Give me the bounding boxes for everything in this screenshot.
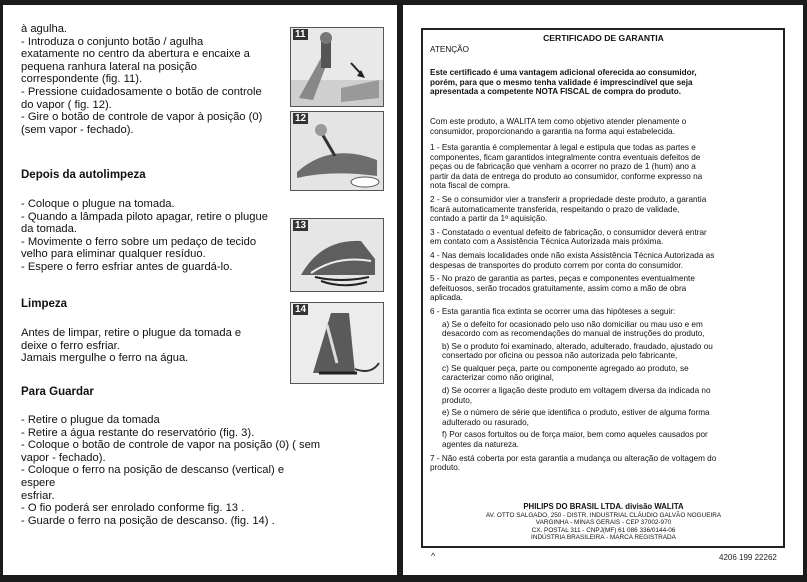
instruction-page — [3, 5, 397, 575]
text-line: desacordo com as recomendações do manual de instruções do produto, — [442, 329, 705, 339]
text-line: - Quando a lâmpada piloto apagar, retire o plugue — [21, 210, 268, 223]
notice-paragraph — [430, 68, 777, 97]
text-line: ficará automaticamente transferida, respeitando o prazo de validade, — [430, 204, 680, 214]
text-line: - Introduza o conjunto botão / agulha — [21, 35, 204, 48]
text-line: à agulha. — [21, 23, 68, 35]
clause-2 — [430, 195, 777, 224]
iron-rest-illustration — [291, 303, 383, 383]
text-line: 2 - Se o consumidor vier a transferir a propriedade deste produto, a garantia — [430, 194, 707, 204]
text-line: partir da data de entrega do produto ao consumidor, conforme expresso na — [430, 171, 703, 181]
text-line: consertado por oficina ou pessoa não autorizada pelo fabricante, — [442, 351, 678, 361]
text-line: 1 - Esta garantia é complementar à legal e estipula que todas as partes e — [430, 143, 696, 152]
figure-number: 11 — [295, 29, 306, 40]
text-line: componentes, ficam garantidos integralmente contra eventuais defeitos de — [430, 152, 701, 162]
clause-7 — [430, 454, 777, 473]
clause-6c — [430, 364, 777, 383]
clause-1 — [430, 143, 777, 191]
text-line: consumidor, proporcionando a garantia na forma aqui estabelecida. — [430, 126, 675, 136]
text-line: Este certificado é uma vantagem adicional oferecida ao consumidor, — [430, 68, 697, 77]
text-line: produto. — [430, 463, 461, 473]
intro-text — [21, 23, 296, 136]
corner-mark: ^ — [431, 551, 436, 561]
text-line: exatamente no centro da abertura e encaixe a — [21, 48, 250, 61]
section-heading-autolimpeza: Depois da autolimpeza — [21, 169, 146, 181]
warranty-clauses — [430, 143, 777, 473]
text-line: produto, — [442, 395, 473, 405]
text-line: - Espere o ferro esfriar antes de guardá-lo. — [21, 260, 233, 273]
attention-label: ATENÇÃO — [430, 45, 469, 54]
clause-6a — [430, 320, 777, 339]
clause-6e — [430, 408, 777, 427]
text-line: deixe o ferro esfriar. — [21, 339, 120, 352]
text-line: contado a partir da 1ª aquisição. — [430, 214, 548, 224]
text-line: - Retire o plugue da tomada — [21, 414, 160, 426]
text-line: - Movimente o ferro sobre um pedaço de tecido — [21, 235, 257, 248]
text-line: - Retire a água restante do reservatório (fig. 3). — [21, 426, 255, 439]
clause-6f — [430, 430, 777, 449]
text-line: 3 - Constatado o eventual defeito de fabricação, o consumidor deverá entrar — [430, 227, 707, 237]
warranty-page — [403, 5, 803, 575]
text-line: pequena ranhura lateral na posição — [21, 60, 198, 73]
figure-number: 12 — [295, 113, 307, 124]
clause-6d — [430, 386, 777, 405]
text-line: aplicada. — [430, 293, 463, 303]
part-number: 4206 199 22262 — [719, 553, 777, 562]
text-line: peças ou de fabricação que venham a ocorrer no prazo de 1 (hum) ano a — [430, 162, 696, 172]
text-line: VARGINHA - MINAS GERAIS - CEP 37002-970 — [535, 519, 672, 527]
text-line: Jamais mergulhe o ferro na água. — [21, 352, 189, 365]
text-line: 5 - No prazo de garantia as partes, peças e componentes eventualmente — [430, 274, 695, 284]
certificate-title: CERTIFICADO DE GARANTIA — [543, 33, 664, 43]
text-line: da tomada. — [21, 223, 77, 236]
text-line: f) Por casos fortuitos ou de força maior, bem como aqueles causados por — [442, 430, 708, 440]
figure-11 — [290, 27, 384, 107]
limpeza-text — [21, 327, 296, 365]
text-line: adulterado ou rasurado, — [442, 417, 529, 427]
text-line: 7 - Não está coberta por esta garantia a mudança ou alteração de voltagem do — [430, 453, 717, 463]
text-line: defeituosos, serão trocados gratuitamente, assim como a mão de obra — [430, 283, 687, 293]
text-line: Com este produto, a WALITA tem como objetivo atender plenamente o — [430, 117, 687, 126]
text-line: apresentada a competente NOTA FISCAL de compra do produto. — [430, 87, 681, 97]
figure-number: 14 — [295, 304, 307, 315]
intro-paragraph — [430, 117, 777, 136]
text-line: - Coloque o plugue na tomada. — [21, 198, 175, 210]
clause-6 — [430, 307, 777, 317]
text-line: CX. POSTAL 311 - CNPJ(MF) 61 086 336/0144-06 — [531, 526, 676, 534]
text-line: d) Se ocorrer a ligação deste produto em voltagem diversa da indicada no — [442, 386, 711, 396]
clause-6b — [430, 342, 777, 361]
text-line: do vapor ( fig. 12). — [21, 98, 112, 111]
section-heading-limpeza: Limpeza — [21, 298, 68, 310]
figure-number: 13 — [295, 220, 307, 231]
text-line: (sem vapor - fechado). — [21, 123, 134, 136]
text-line: vapor - fechado). — [21, 451, 106, 464]
clause-3 — [430, 228, 777, 247]
text-line: a) Se o defeito for ocasionado pelo uso não domiciliar ou mau uso e em — [442, 319, 703, 329]
text-line: - Pressione cuidadosamente o botão de controle — [21, 85, 262, 98]
clause-5 — [430, 274, 777, 303]
text-line: - Coloque o ferro na posição de descanso (vertical) e espere — [21, 464, 285, 489]
text-line: esfriar. — [21, 489, 55, 502]
figure-14 — [290, 302, 384, 384]
figure-13 — [290, 218, 384, 292]
text-line: - O fio poderá ser enrolado conforme fig. 13 . — [21, 502, 245, 515]
text-line: b) Se o produto foi examinado, alterado, adulterado, fraudado, ajustado ou — [442, 341, 713, 351]
text-line: correspondente (fig. 11). — [21, 73, 143, 86]
text-line: - Guarde o ferro na posição de descanso. (fig. 14) . — [21, 514, 275, 527]
text-line: e) Se o número de série que identifica o produto, estiver de alguma forma — [442, 408, 710, 418]
clause-4 — [430, 251, 777, 270]
text-line: despesas de transportes do produto correm por conta do consumidor. — [430, 260, 684, 270]
text-line: agentes da natureza. — [442, 440, 519, 450]
autolimpeza-text — [21, 198, 296, 274]
text-line: - Coloque o botão de controle de vapor na posição (0) ( sem — [21, 439, 321, 452]
text-line: 6 - Esta garantia fica extinta se ocorrer uma das hipóteses a seguir: — [430, 306, 676, 316]
company-address — [430, 512, 777, 542]
section-heading-guardar: Para Guardar — [21, 386, 94, 398]
company-name: PHILIPS DO BRASIL LTDA. divisão WALITA — [523, 502, 684, 511]
text-line: AV. OTTO SALGADO, 250 - DISTR. INDUSTRIAL CLÁUDIO GALVÃO NOGUEIRA — [485, 512, 722, 519]
text-line: INDÚSTRIA BRASILEIRA - MARCA REGISTRADA — [531, 534, 676, 542]
figure-12 — [290, 111, 384, 191]
text-line: em contato com a Assistência Técnica Autorizada mais próxima. — [430, 237, 664, 247]
text-line: Antes de limpar, retire o plugue da tomada e — [21, 327, 242, 339]
text-line: - Gire o botão de controle de vapor à posição (0) — [21, 111, 263, 124]
text-line: porém, para que o mesmo tenha validade é imprescindível que seja — [430, 77, 693, 87]
text-line: velho para eliminar qualquer resíduo. — [21, 248, 206, 261]
text-line: c) Se qualquer peça, parte ou componente agregado ao produto, se — [442, 363, 689, 373]
text-line: nota fiscal de compra. — [430, 181, 511, 191]
guardar-text — [21, 414, 321, 527]
text-line: 4 - Nas demais localidades onde não exista Assistência Técnica Autorizada as — [430, 250, 715, 260]
text-line: caracterizar como não original, — [442, 373, 554, 383]
